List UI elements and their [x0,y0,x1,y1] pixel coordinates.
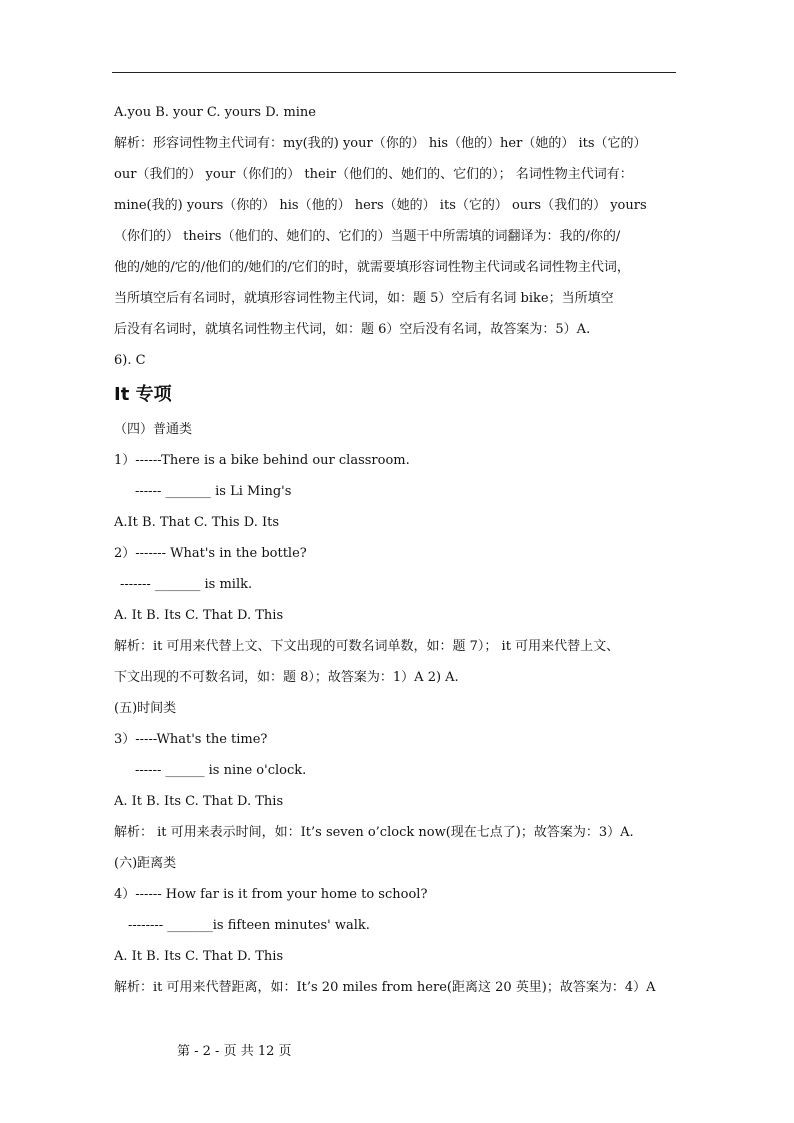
question-response-line: ------ ______ is nine o'clock. [135,763,307,778]
subsection-title: (六)距离类 [114,856,177,871]
question-line: 1）------There is a bike behind our classroom. [114,453,410,468]
options-line: A. It B. Its C. That D. This [114,949,284,964]
options-line: A.It B. That C. This D. Its [114,515,279,530]
analysis-line: （你们的） theirs（他们的、她们的、它们的）当题干中所需填的词翻译为：我的/你的/ [114,229,621,244]
question-response-line: ------ _______ is Li Ming's [135,484,292,499]
analysis-line: 下文出现的不可数名词，如：题 8）；故答案为：1）A 2) A. [114,670,459,685]
options-line: A. It B. Its C. That D. This [114,794,284,809]
question-response-line: ------- _______ is milk. [120,577,253,592]
analysis-line: 解析： it 可用来表示时间，如：It’s seven o’clock now(现在七点了)；故答案为：3）A. [114,825,634,840]
subsection-title: （四）普通类 [114,422,193,437]
analysis-line: 后没有名词时，就填名词性物主代词，如：题 6）空后没有名词，故答案为：5）A. [114,322,591,337]
document-body [114,97,684,1003]
subsection-title: (五)时间类 [114,701,177,716]
analysis-line: 他的/她的/它的/他们的/她们的/它们的时，就需要填形容词性物主代词或名词性物主代词， [114,260,630,275]
options-line: A.you B. your C. yours D. mine [114,105,316,120]
question-line: 4）------ How far is it from your home to school? [114,887,428,902]
analysis-line: 当所填空后有名词时，就填形容词性物主代词，如：题 5）空后有名词 bike；当所填空 [114,291,614,306]
options-line: A. It B. Its C. That D. This [114,608,284,623]
section-heading: It 专项 [114,384,172,405]
answer-line: 6). C [114,353,146,368]
analysis-line: mine(我的) yours（你的） his（他的） hers（她的） its（它的） ours（我们的） yours [114,198,647,213]
analysis-line: our（我们的） your（你们的） their（他们的、她们的、它们的）； 名词性物主代词有： [114,167,633,182]
analysis-line: 解析：it 可用来代替距离，如：It’s 20 miles from here(距离这 20 英里)；故答案为：4）A [114,980,656,995]
question-response-line: -------- _______is fifteen minutes' walk. [128,918,370,933]
analysis-line: 解析：it 可用来代替上文、下文出现的可数名词单数，如：题 7）； it 可用来代替上文、 [114,639,620,654]
question-line: 3）-----What's the time? [114,732,268,747]
analysis-line: 解析：形容词性物主代词有：my(我的) your（你的） his（他的）her（她的） its（它的） [114,136,647,151]
question-line: 2）------- What's in the bottle? [114,546,307,561]
header-rule [112,72,676,73]
page-footer: 第 - 2 - 页 共 12 页 [177,1044,292,1059]
